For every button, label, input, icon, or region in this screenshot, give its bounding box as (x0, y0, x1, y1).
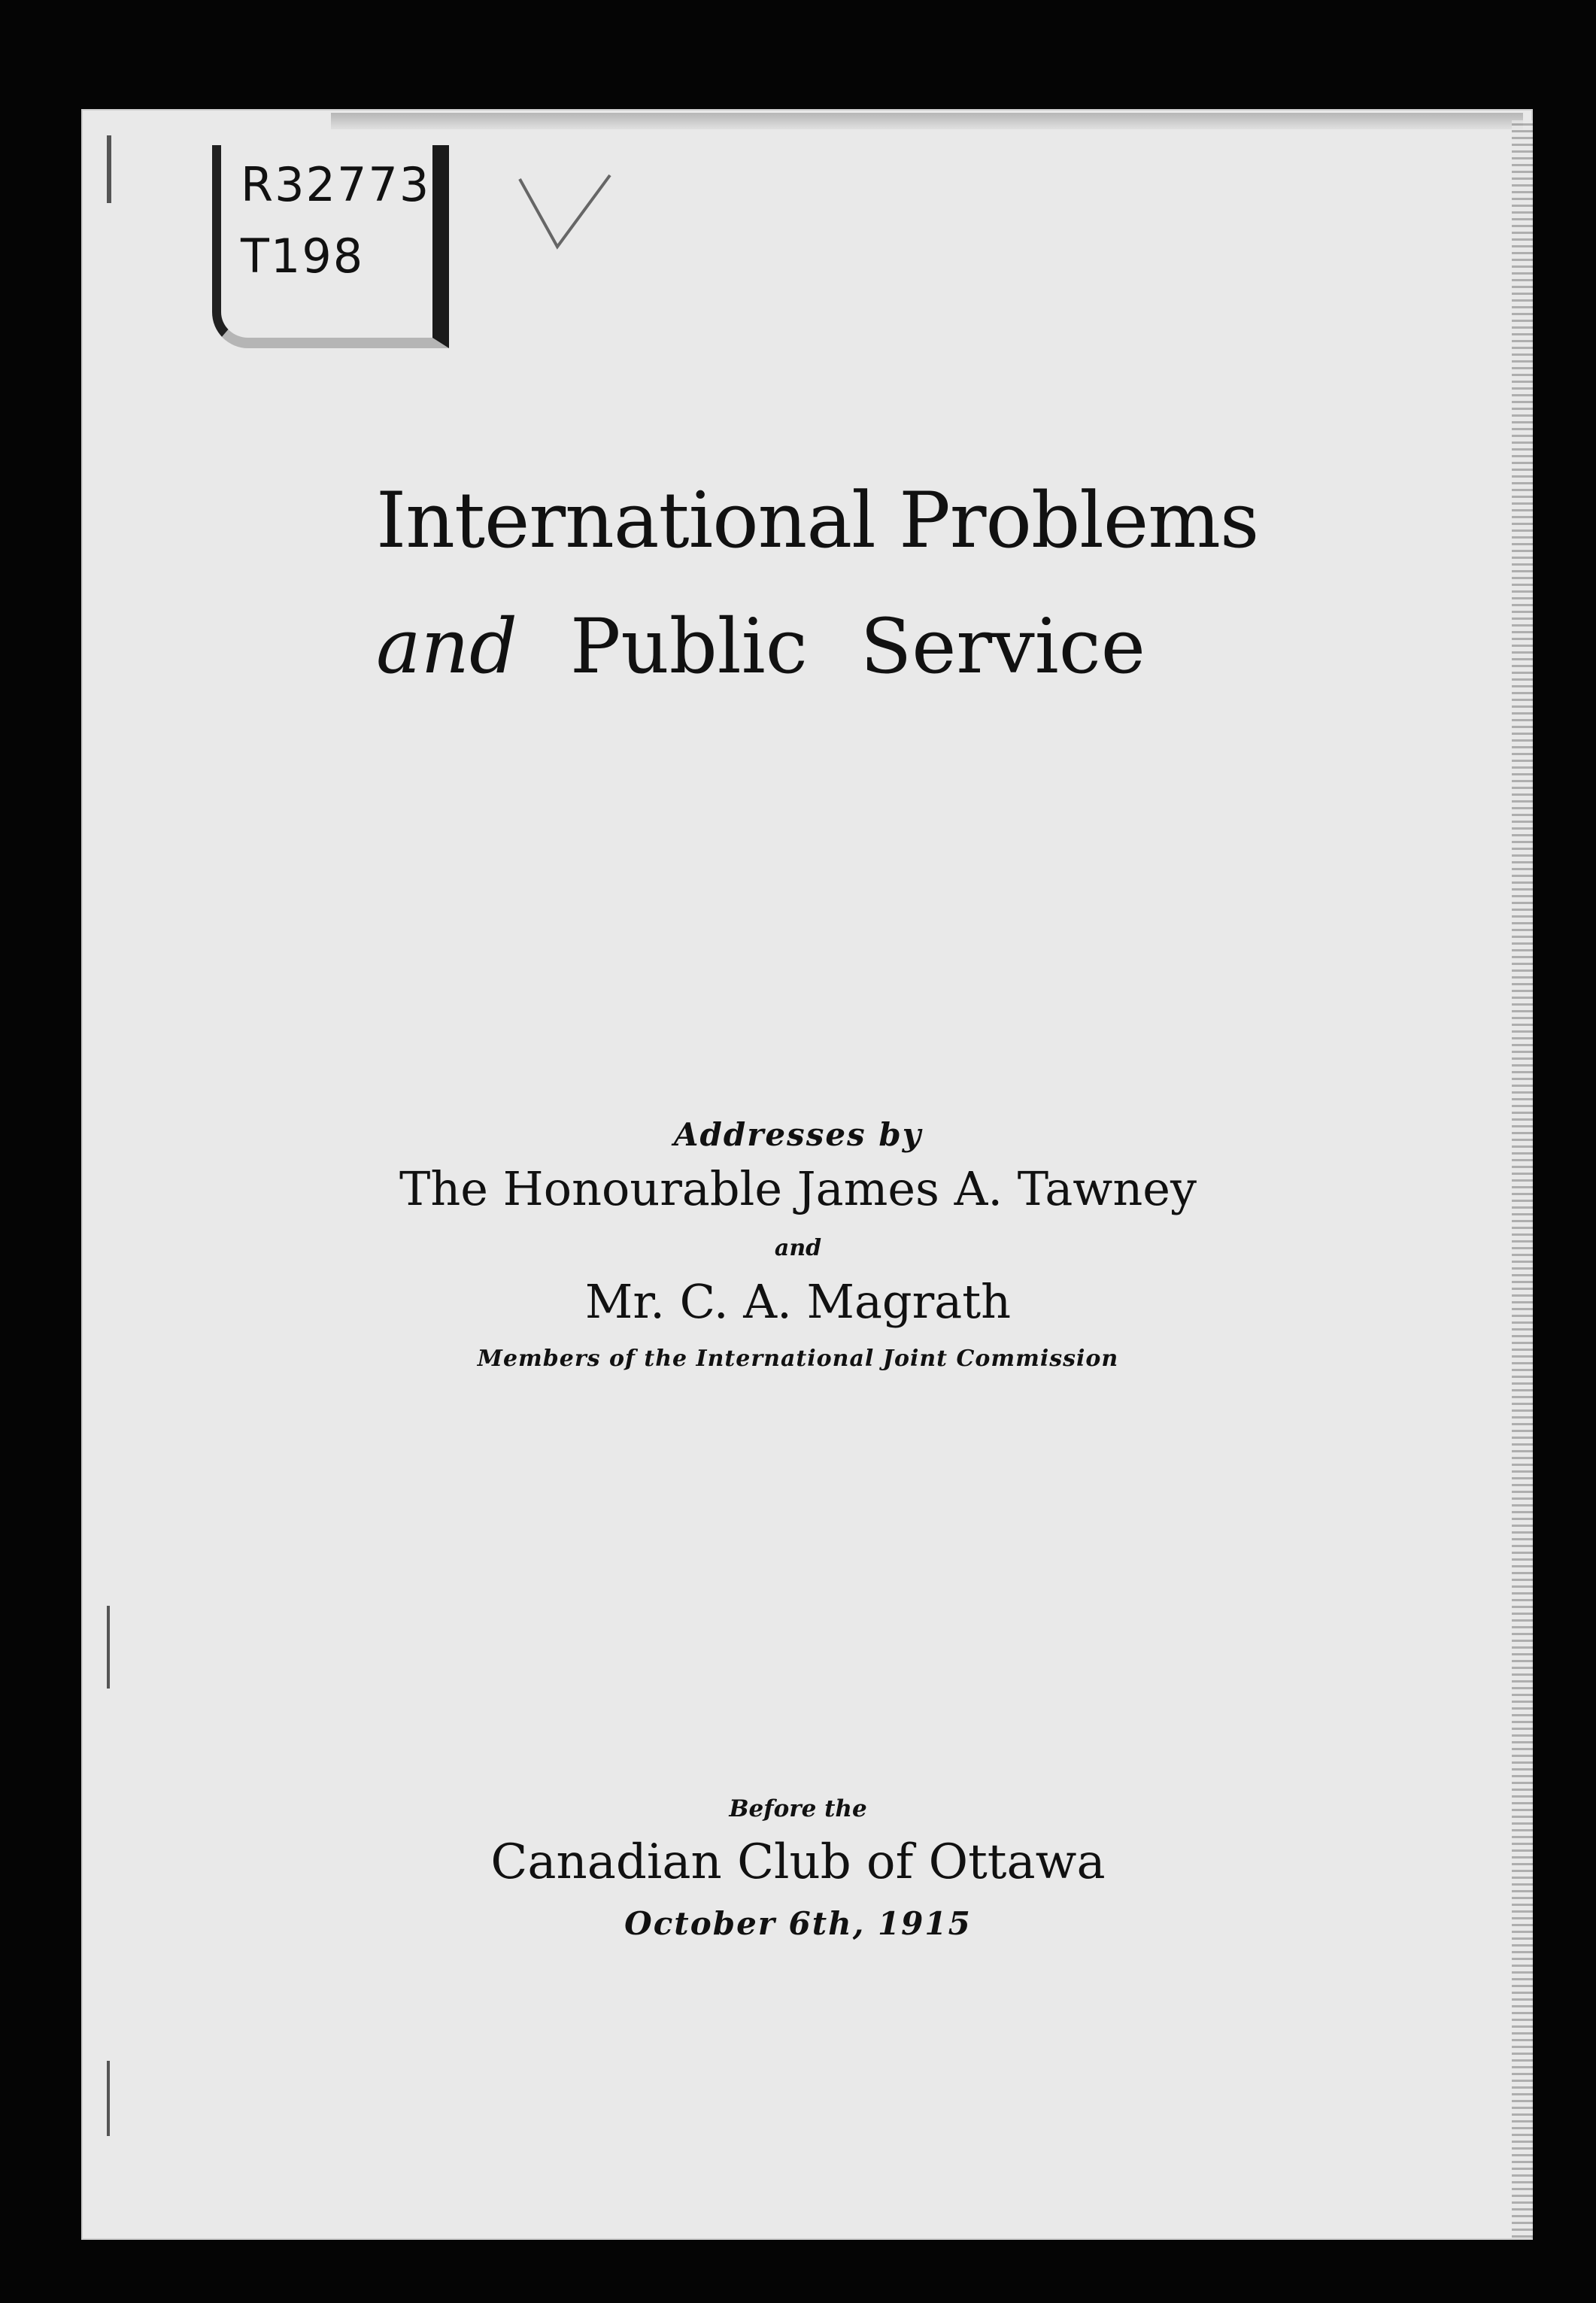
venue-intro: Before the (729, 1795, 867, 1822)
catalog-number: R32773 (241, 157, 431, 212)
catalog-code: T198 (241, 229, 365, 284)
check-mark-icon (516, 171, 614, 254)
page-left-edge-mark (107, 135, 111, 203)
speaker-conjunction: and (774, 1235, 822, 1261)
page-top-edge (331, 113, 1523, 129)
title-line-one: International Problems (376, 476, 1259, 566)
event-date: October 6th, 1915 (624, 1905, 972, 1942)
title-line-two (376, 602, 1145, 690)
speaker-one: The Honourable James A. Tawney (399, 1161, 1197, 1216)
speaker-two: Mr. C. A. Magrath (584, 1274, 1012, 1329)
title-conjunction: and (376, 602, 518, 690)
title-word-service: Service (860, 602, 1145, 690)
addresses-intro: Addresses by (673, 1116, 923, 1153)
page-left-edge-mark (107, 1606, 110, 1689)
title-word-public: Public (570, 602, 808, 690)
page-left-edge-mark (107, 2061, 110, 2136)
speaker-affiliation: Members of the International Joint Commission (477, 1346, 1119, 1372)
venue-name: Canadian Club of Ottawa (490, 1834, 1106, 1890)
